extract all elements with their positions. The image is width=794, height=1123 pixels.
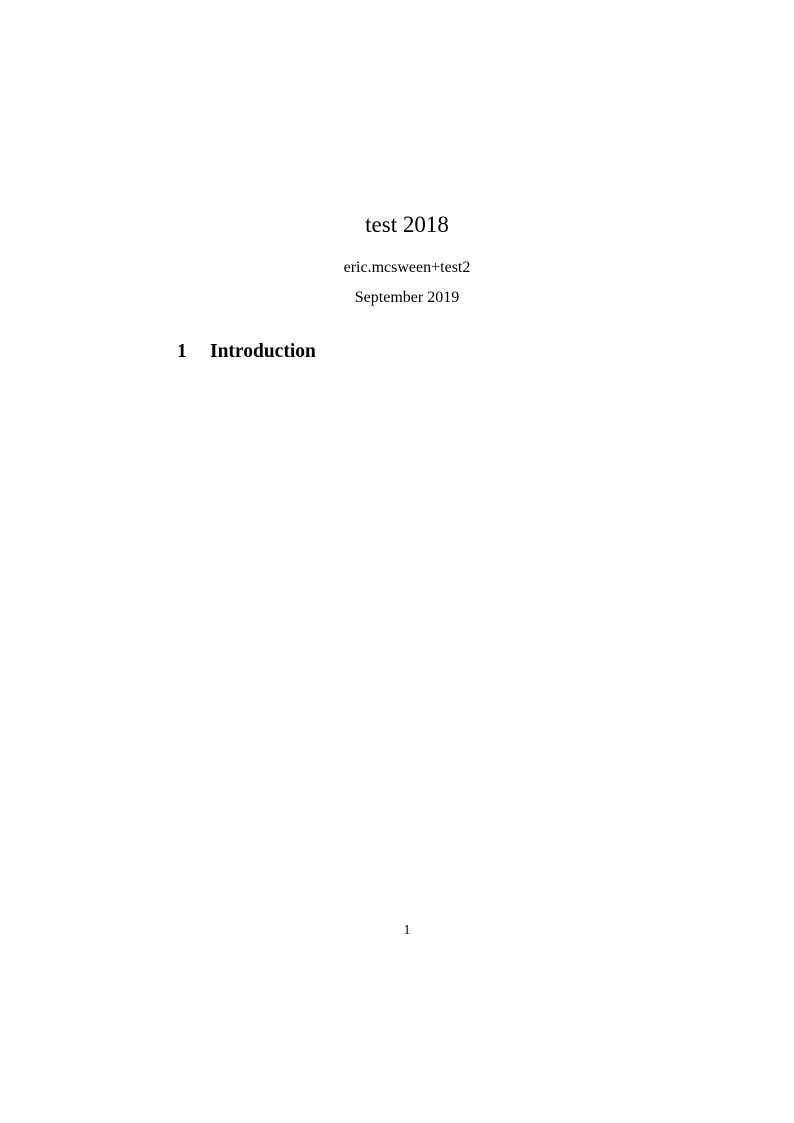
- document-title: test 2018: [365, 212, 449, 237]
- section-heading: [177, 341, 637, 363]
- document-author: eric.mcsween+test2: [343, 259, 471, 276]
- document-date: September 2019: [354, 289, 460, 306]
- section-title: Introduction: [210, 341, 316, 362]
- page-number: 1: [403, 922, 411, 937]
- section-number: 1: [177, 341, 187, 362]
